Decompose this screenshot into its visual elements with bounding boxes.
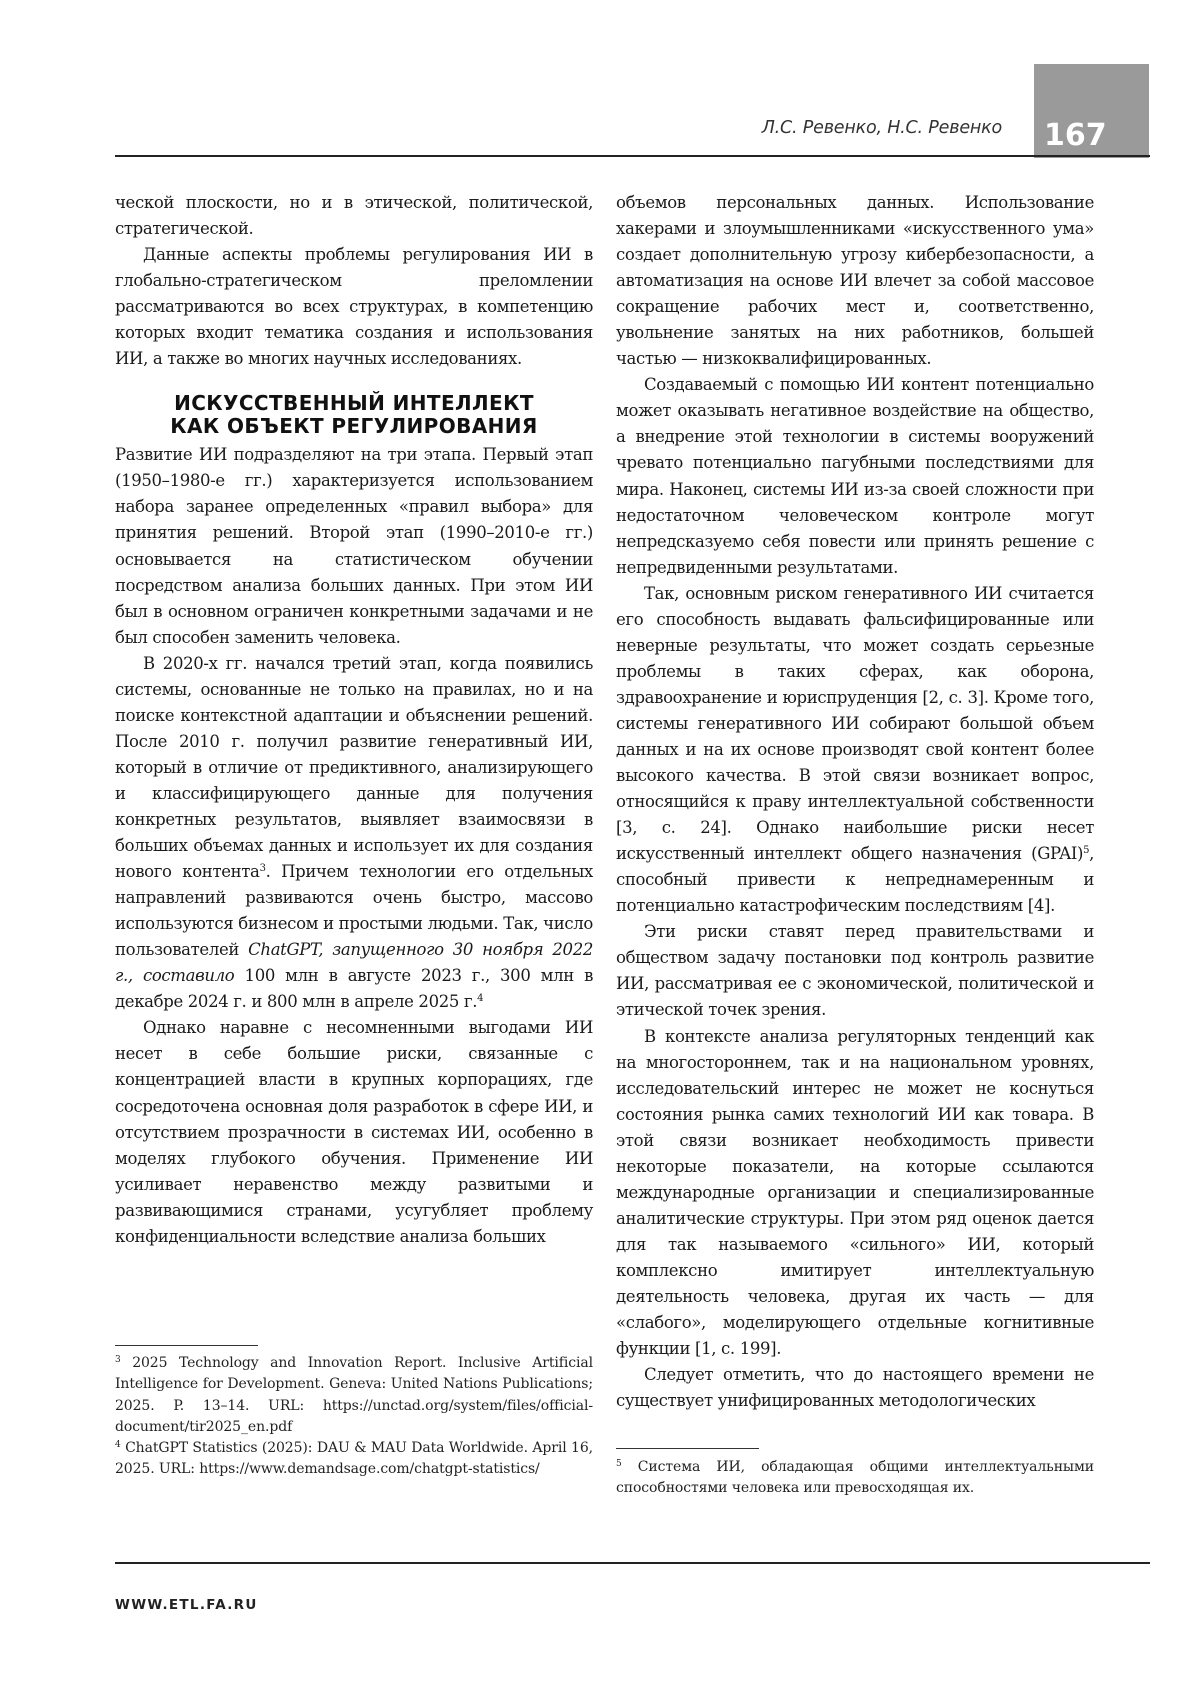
paragraph: Следует отметить, что до настоящего времени не существует унифицированных методологических	[616, 1365, 1094, 1411]
text-run: В 2020-х гг. начался третий этап, когда появились системы, основанные не только на правилах, но и на поиске контекстной адаптации и объяснении решений. После 2010 г. получил развитие генеративный ИИ, который в отличие от предиктивного, анализирующего и классифицирующего данные для получения конкретных результатов, выявляет взаимосвязи в больших объемах данных и использует их для создания нового контента	[115, 653, 593, 882]
footnote-number: 4	[115, 1440, 121, 1450]
italic-text-run: ChatGPT, запущенного 30 ноября 2022 г., составило	[115, 940, 594, 986]
running-head-authors: Л.С. Ревенко, Н.С. Ревенко	[761, 118, 1002, 138]
paragraph: объемов персональных данных. Использование хакерами и злоумышленниками «искусственного ума» создает дополнительную угрозу кибербезопасности, а автоматизация на основе ИИ влечет за собой массовое сокращение рабочих мест и, соответственно, увольнение занятых на них работников, большей частью — низкоквалифицированных.	[616, 193, 1094, 369]
footnote-4	[115, 1438, 593, 1481]
footnote-ref[interactable]: 3	[259, 863, 266, 875]
page-number: 167	[1044, 118, 1107, 153]
footnote-5	[616, 1457, 1094, 1500]
paragraph: В контексте анализа регуляторных тенденций как на многостороннем, так и на национальном уровнях, исследовательский интерес не может не коснуться состояния рынка самих технологий ИИ как товара. В этой связи возникает необходимость привести некоторые показатели, на которые ссылаются международные организации и специализированные аналитические структуры. При этом ряд оценок дается для так называемого «сильного» ИИ, который комплексно имитирует интеллектуальную деятельность человека, другая их часть — для «слабого», моделирующего отдельные когнитивные функции [1, с. 199].	[616, 1026, 1094, 1359]
paragraph	[616, 581, 1094, 920]
footnote-text: Система ИИ, обладающая общими интеллектуальными способностями человека или превосходящая их.	[616, 1459, 1094, 1497]
text-run: . Причем технологии его отдельных направлений развиваются очень быстро, массово используются бизнесом и простыми людьми. Так, число пользователей	[115, 862, 594, 960]
footnote-ref[interactable]: 4	[477, 993, 484, 1005]
header-rule	[115, 155, 1150, 157]
text-run: Так, основным риском генеративного ИИ считается его способность выдавать фальсифицированные или неверные результаты, что может создать серьезные проблемы в таких сферах, как оборона, здравоохранение и юриспруденция [2, с. 3]. Кроме того, системы генеративного ИИ собирают большой объем данных и на их основе производят свой контент более высокого качества. В этой связи возникает вопрос, относящийся к праву интеллектуальной собственности [3, с. 24]. Однако наибольшие риски несет искусственный интеллект общего назначения (GPAI)	[616, 583, 1094, 864]
text-run: , способный привести к непреднамеренным и потенциально катастрофическим последствиям [4].	[616, 844, 1094, 916]
text-run: 100 млн в августе 2023 г., 300 млн в декабре 2024 г. и 800 млн в апреле 2025 г.	[115, 966, 594, 1012]
footer-rule	[115, 1562, 1150, 1564]
right-column	[616, 190, 1094, 1414]
footnote-3	[115, 1353, 593, 1438]
paragraph: Эти риски ставят перед правительствами и обществом задачу постановки под контроль развитие ИИ, рассматривая ее с экономической, политической и этической точек зрения.	[616, 922, 1094, 1020]
website-link[interactable]: WWW.ETL.FA.RU	[115, 1597, 258, 1613]
footnote-rule	[115, 1345, 258, 1346]
footnote-ref[interactable]: 5	[1083, 845, 1090, 857]
paragraph: Однако наравне с несомненными выгодами ИИ несет в себе большие риски, связанные с концентрацией власти в крупных корпорациях, где сосредоточена основная доля разработок в сфере ИИ, и отсутствием прозрачности в системах ИИ, особенно в моделях глубокого обучения. Применение ИИ усиливает неравенство между развитыми и развивающимися странами, усугубляет проблему конфиденциальности вследствие анализа больших	[115, 1018, 593, 1246]
paragraph	[115, 651, 593, 1016]
section-heading-line: КАК ОБЪЕКТ РЕГУЛИРОВАНИЯ	[170, 414, 538, 439]
footnote-rule	[616, 1448, 759, 1449]
footnote-text: 2025 Technology and Innovation Report. Inclusive Artificial Intelligence for Development. Geneva: United Nations Publications; 2025. P. 13–14. URL: https://unctad.org/system/files/official-document/tir2025_en.pdf	[115, 1355, 593, 1435]
paragraph: ческой плоскости, но и в этической, политической, стратегической.	[115, 193, 593, 239]
section-heading-line: ИСКУССТВЕННЫЙ ИНТЕЛЛЕКТ	[174, 391, 534, 416]
footnote-text: ChatGPT Statistics (2025): DAU & MAU Data Worldwide. April 16, 2025. URL: https://www.demandsage.com/chatgpt-statistics/	[115, 1440, 593, 1478]
section-heading	[115, 392, 593, 438]
footnote-number: 3	[115, 1355, 121, 1365]
paragraph: Создаваемый с помощью ИИ контент потенциально может оказывать негативное воздействие на общество, а внедрение этой технологии в системы вооружений чревато потенциально пагубными последствиями для мира. Наконец, системы ИИ из-за своей сложности при недостаточном человеческом контроле могут непредсказуемо себя повести или принять решение с непредвиденными результатами.	[616, 375, 1094, 577]
paragraph: Данные аспекты проблемы регулирования ИИ в глобально-стратегическом преломлении рассматриваются во всех структурах, в компетенцию которых входит тематика создания и использования ИИ, а также во многих научных исследованиях.	[115, 245, 593, 369]
left-column	[115, 190, 593, 1250]
paragraph: Развитие ИИ подразделяют на три этапа. Первый этап (1950–1980-е гг.) характеризуется использованием набора заранее определенных «правил выбора» для принятия решений. Второй этап (1990–2010-е гг.) основывается на статистическом обучении посредством анализа больших данных. При этом ИИ был в основном ограничен конкретными задачами и не был способен заменить человека.	[115, 445, 593, 647]
footnote-number: 5	[616, 1459, 622, 1469]
